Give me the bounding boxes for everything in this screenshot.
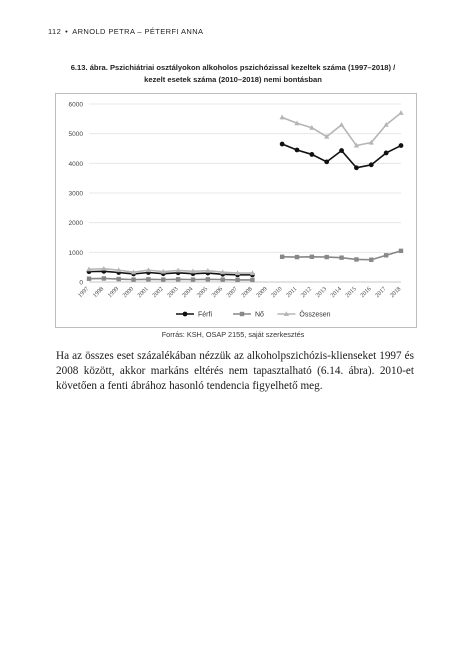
- x-tick-label: 2001: [136, 285, 150, 300]
- x-tick-label: 2008: [240, 285, 254, 300]
- y-tick-label: 1000: [68, 249, 83, 257]
- running-header: [48, 27, 203, 36]
- x-tick-label: 1999: [106, 285, 121, 300]
- header-separator: •: [65, 27, 69, 36]
- x-tick-label: 2014: [329, 285, 343, 300]
- header-authors: ARNOLD PETRA – PÉTERFI ANNA: [72, 27, 204, 36]
- data-point: [235, 278, 239, 282]
- data-point: [369, 258, 373, 262]
- x-tick-label: 2007: [225, 285, 239, 300]
- legend-label: Férfi: [198, 311, 212, 319]
- x-tick-label: 2015: [344, 285, 358, 300]
- data-point: [102, 276, 106, 280]
- data-point: [398, 110, 403, 115]
- data-point: [206, 277, 210, 281]
- x-tick-label: 2012: [299, 285, 314, 300]
- data-point: [280, 115, 285, 120]
- y-tick-label: 4000: [68, 160, 83, 168]
- data-point: [339, 255, 343, 259]
- x-tick-label: 2003: [165, 285, 180, 300]
- y-tick-label: 6000: [68, 101, 83, 109]
- x-tick-label: 2004: [180, 285, 195, 300]
- data-point: [325, 255, 329, 259]
- data-point: [221, 277, 225, 281]
- data-point: [295, 255, 299, 259]
- y-tick-label: 0: [79, 279, 83, 287]
- page-number: 112: [48, 27, 62, 36]
- chart-frame: [55, 93, 417, 328]
- data-point: [384, 253, 388, 257]
- legend-marker: [240, 312, 244, 316]
- series-line: [282, 144, 401, 168]
- data-point: [339, 148, 344, 153]
- x-tick-label: 2016: [358, 285, 373, 300]
- x-tick-label: 1998: [91, 285, 106, 300]
- data-point: [117, 277, 121, 281]
- figure-title-line-1: 6.13. ábra. Pszichiátriai osztályokon alkoholos pszichózissal kezeltek száma (1997–2018) /: [70, 63, 396, 72]
- x-tick-label: 1997: [76, 285, 91, 300]
- figure-source: Forrás: KSH, OSAP 2155, saját szerkesztés: [161, 330, 305, 339]
- body-paragraph: Ha az összes eset százalékában nézzük az alkoholpszichózis-klienseket 1997 és 2008 között, akkor markáns eltérés nem tapasztalható (6.14. ábra). 2010-et követően a fenti ábrához hasonló tendencia figyelhető meg.: [56, 350, 414, 393]
- data-point: [310, 255, 314, 259]
- figure-title: [40, 62, 426, 86]
- y-tick-label: 2000: [68, 220, 83, 228]
- x-tick-label: 2000: [121, 285, 135, 300]
- data-point: [191, 277, 195, 281]
- data-point: [295, 148, 300, 153]
- x-tick-label: 2018: [388, 285, 403, 300]
- data-point: [146, 277, 150, 281]
- x-tick-label: 2005: [195, 285, 210, 300]
- data-point: [354, 257, 358, 261]
- data-point: [131, 277, 135, 281]
- x-tick-label: 2017: [373, 285, 388, 300]
- data-point: [354, 165, 359, 170]
- data-point: [87, 277, 91, 281]
- series-line: [89, 278, 252, 279]
- data-point: [161, 277, 165, 281]
- data-point: [324, 159, 329, 164]
- data-point: [250, 278, 254, 282]
- data-point: [369, 162, 374, 167]
- legend-label: Nő: [255, 311, 264, 319]
- figure-title-line-2: kezelt esetek száma (2010–2018) nemi bontásban: [144, 75, 322, 84]
- data-point: [309, 152, 314, 157]
- data-point: [399, 143, 404, 148]
- data-point: [399, 249, 403, 253]
- data-point: [384, 151, 389, 156]
- legend-marker: [183, 312, 188, 317]
- x-tick-label: 2013: [314, 285, 329, 300]
- y-tick-label: 3000: [68, 190, 83, 198]
- line-chart: [56, 94, 416, 327]
- legend-label: Összesen: [299, 311, 331, 319]
- x-tick-label: 2002: [150, 285, 165, 300]
- data-point: [280, 255, 284, 259]
- x-tick-label: 2009: [254, 285, 269, 300]
- series-line: [282, 113, 401, 146]
- x-tick-label: 2010: [269, 285, 284, 300]
- x-tick-label: 2006: [210, 285, 225, 300]
- data-point: [339, 122, 344, 127]
- data-point: [280, 142, 285, 147]
- y-tick-label: 5000: [68, 131, 83, 139]
- data-point: [176, 277, 180, 281]
- x-tick-label: 2011: [284, 285, 299, 300]
